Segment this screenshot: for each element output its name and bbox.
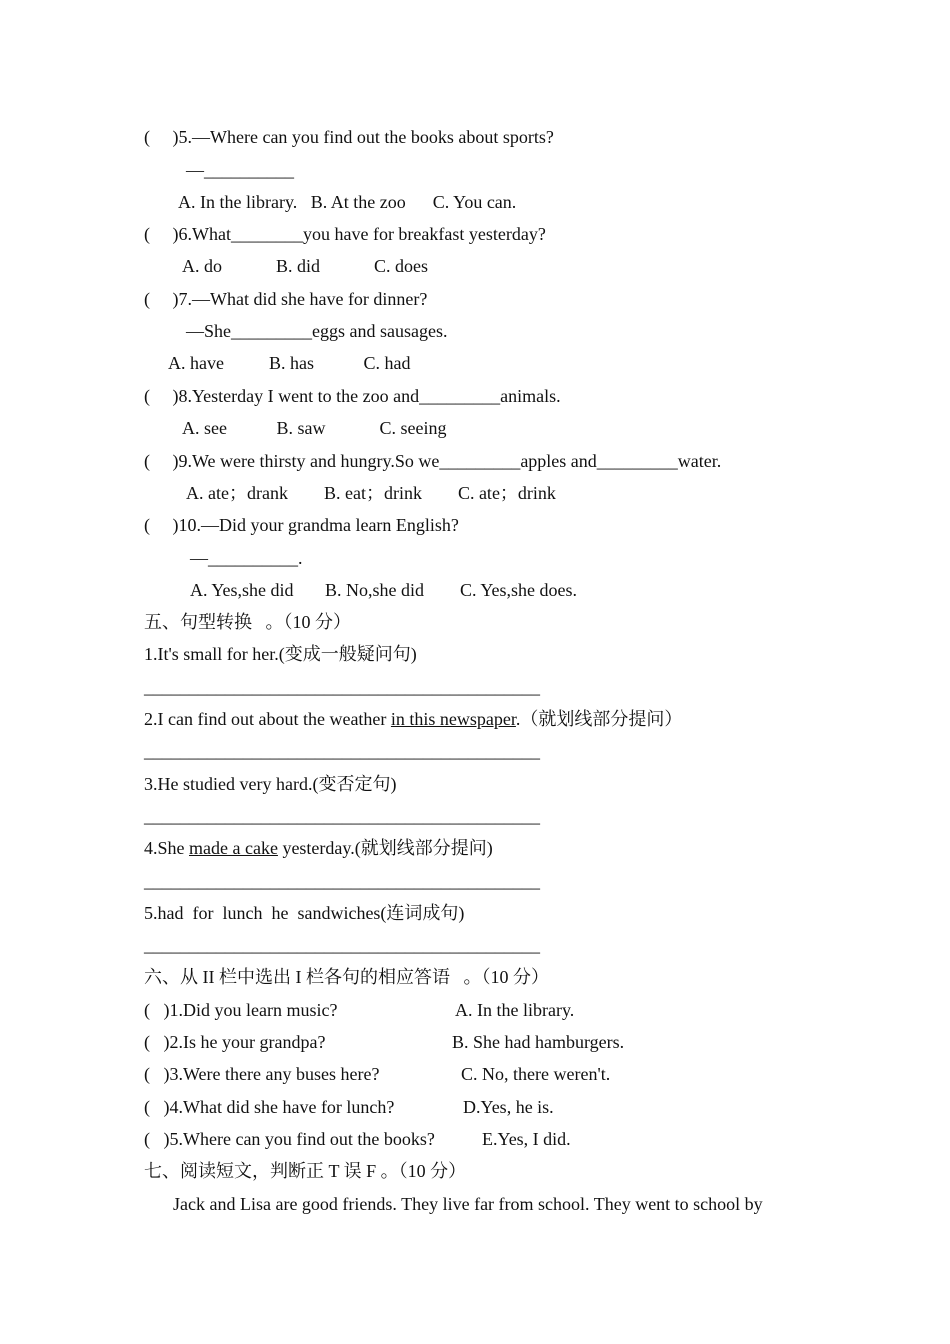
q7-stem: ( )7.—What did she have for dinner? xyxy=(144,289,428,309)
match-answer-d: D.Yes, he is. xyxy=(463,1097,554,1117)
s5-item-2 xyxy=(144,708,682,730)
q7-options: A. have B. has C. had xyxy=(168,353,411,373)
reading-passage-line-1: Jack and Lisa are good friends. They live far from school. They went to school by xyxy=(173,1194,763,1214)
s5-answer-blank-3: ____________________________________________ xyxy=(144,806,540,826)
match-question-1: ( )1.Did you learn music? xyxy=(144,1000,338,1020)
s5-item-3: 3.He studied very hard.(变否定句) xyxy=(144,774,397,794)
s5-item-4 xyxy=(144,837,493,859)
section7-title: 七、阅读短文，判断正 T 误 F 。（10 分） xyxy=(144,1161,467,1181)
s5-answer-blank-5: ____________________________________________ xyxy=(144,935,540,955)
q5-options: A. In the library. B. At the zoo C. You can. xyxy=(178,192,517,212)
section5-title: 五、句型转换 。（10 分） xyxy=(144,612,351,632)
q8-stem: ( )8.Yesterday I went to the zoo and_________animals. xyxy=(144,386,561,406)
match-answer-a: A. In the library. xyxy=(455,1000,575,1020)
s5-item-4-underlined: made a cake xyxy=(189,838,278,858)
q5-answer-line: —__________ xyxy=(186,160,294,180)
q5-stem: ( )5.—Where can you find out the books about sports? xyxy=(144,127,554,147)
q6-stem: ( )6.What________you have for breakfast yesterday? xyxy=(144,224,546,244)
s5-item-1: 1.It's small for her.(变成一般疑问句) xyxy=(144,644,417,664)
s5-item-4-text: 4.She xyxy=(144,838,189,858)
q10-options: A. Yes,she did B. No,she did C. Yes,she does. xyxy=(190,580,578,600)
match-answer-e: E.Yes, I did. xyxy=(482,1129,571,1149)
match-question-2: ( )2.Is he your grandpa? xyxy=(144,1032,326,1052)
s5-item-2-instruction: .（就划线部分提问） xyxy=(515,709,683,729)
s5-answer-blank-4: ____________________________________________ xyxy=(144,871,540,891)
section6-title: 六、从 II 栏中选出 I 栏各句的相应答语 。（10 分） xyxy=(144,967,549,987)
s5-answer-blank-2: ____________________________________________ xyxy=(144,741,540,761)
s5-item-4-instruction: yesterday.(就划线部分提问) xyxy=(277,838,493,858)
match-answer-c: C. No, there weren't. xyxy=(461,1064,611,1084)
q8-options: A. see B. saw C. seeing xyxy=(182,418,447,438)
match-question-4: ( )4.What did she have for lunch? xyxy=(144,1097,395,1117)
match-question-5: ( )5.Where can you find out the books? xyxy=(144,1129,435,1149)
q9-options: A. ate；drank B. eat；drink C. ate；drink xyxy=(186,483,556,503)
match-question-3: ( )3.Were there any buses here? xyxy=(144,1064,380,1084)
q9-stem: ( )9.We were thirsty and hungry.So we_________apples and_________water. xyxy=(144,451,722,471)
s5-item-2-underlined: in this newspaper xyxy=(390,709,516,729)
s5-item-5: 5.had for lunch he sandwiches(连词成句) xyxy=(144,903,465,923)
q6-options: A. do B. did C. does xyxy=(182,256,429,276)
q7-answer-line: —She_________eggs and sausages. xyxy=(186,321,448,341)
q10-stem: ( )10.—Did your grandma learn English? xyxy=(144,515,459,535)
match-answer-b: B. She had hamburgers. xyxy=(452,1032,625,1052)
q10-answer-line: —__________. xyxy=(190,548,303,568)
s5-answer-blank-1: ____________________________________________ xyxy=(144,677,540,697)
s5-item-2-text: 2.I can find out about the weather xyxy=(144,709,391,729)
